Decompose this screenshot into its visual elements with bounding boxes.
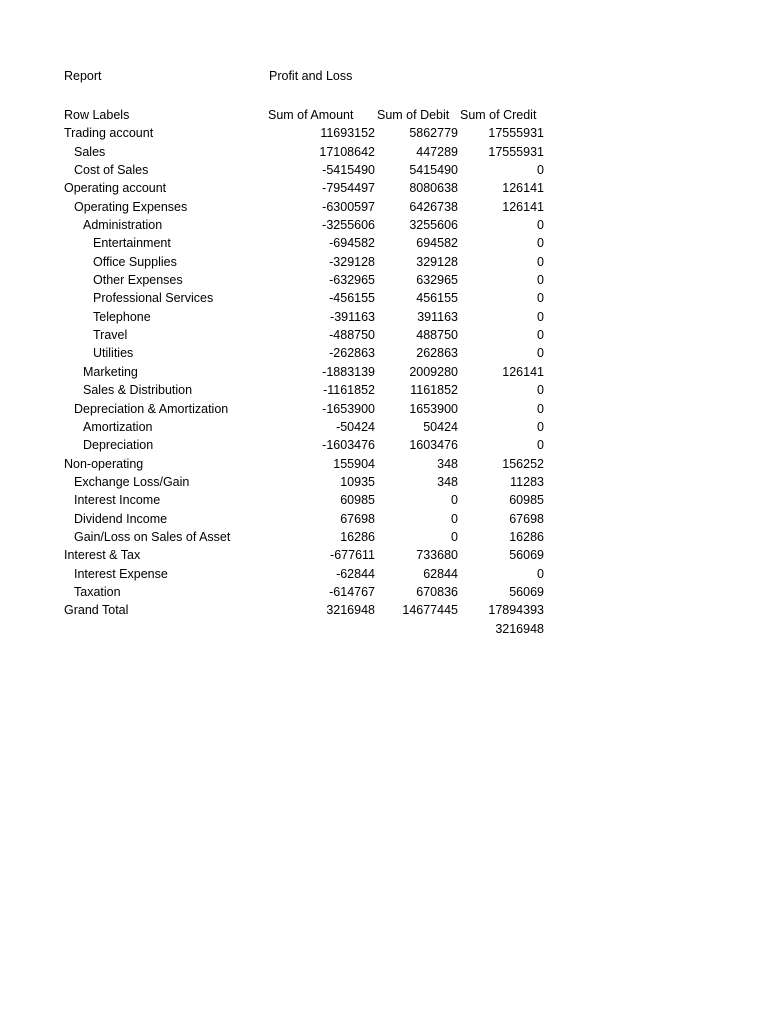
sum-of-debit-cell: 391163 <box>417 309 458 324</box>
pivot-row[interactable] <box>64 308 564 326</box>
sum-of-amount-cell: -262863 <box>329 346 375 361</box>
sum-of-credit-header: Sum of Credit <box>460 108 537 122</box>
sum-of-credit-cell: 0 <box>537 566 544 581</box>
row-label: Entertainment <box>93 236 171 251</box>
pivot-row[interactable] <box>64 418 564 436</box>
sum-of-amount-cell: -456155 <box>329 291 375 306</box>
pivot-row[interactable] <box>64 400 564 418</box>
pivot-row[interactable] <box>64 381 564 399</box>
sum-of-amount-cell: -694582 <box>329 236 375 251</box>
sum-of-amount-cell: -1653900 <box>322 401 375 416</box>
sum-of-credit-cell: 0 <box>537 328 544 343</box>
sum-of-amount-cell: 16286 <box>340 529 375 544</box>
sum-of-credit-cell: 17555931 <box>488 144 544 159</box>
row-label: Professional Services <box>93 291 214 306</box>
sum-of-debit-cell: 8080638 <box>409 181 458 196</box>
pivot-row[interactable] <box>64 363 564 381</box>
row-label: Operating Expenses <box>74 199 188 214</box>
sum-of-credit-cell: 3216948 <box>495 621 544 636</box>
sum-of-credit-cell: 126141 <box>502 199 544 214</box>
row-label: Exchange Loss/Gain <box>74 474 190 489</box>
pivot-row[interactable] <box>64 216 564 234</box>
sum-of-debit-cell: 3255606 <box>409 218 458 233</box>
pivot-row[interactable] <box>64 473 564 491</box>
sum-of-credit-cell: 126141 <box>502 181 544 196</box>
sum-of-credit-cell: 0 <box>537 254 544 269</box>
row-label: Travel <box>93 328 128 343</box>
sum-of-debit-header: Sum of Debit <box>377 108 450 122</box>
pivot-row[interactable] <box>64 528 564 546</box>
row-label: Interest & Tax <box>64 548 141 563</box>
pivot-row[interactable] <box>64 546 564 564</box>
pivot-row[interactable] <box>64 161 564 179</box>
sum-of-debit-cell: 0 <box>451 529 458 544</box>
sum-of-amount-cell: -1161852 <box>323 383 375 398</box>
pivot-row[interactable] <box>64 234 564 252</box>
row-label: Depreciation <box>83 438 154 453</box>
sum-of-credit-cell: 0 <box>537 438 544 453</box>
sum-of-debit-cell: 348 <box>437 474 458 489</box>
pivot-row[interactable] <box>64 143 564 161</box>
pivot-row[interactable] <box>64 124 564 142</box>
sum-of-amount-cell: -5415490 <box>322 163 375 178</box>
row-label: Interest Expense <box>74 566 168 581</box>
sum-of-credit-cell: 60985 <box>509 493 544 508</box>
sum-of-debit-cell: 50424 <box>423 419 458 434</box>
pivot-row[interactable] <box>64 271 564 289</box>
sum-of-amount-cell: -7954497 <box>322 181 375 196</box>
report-value[interactable]: Profit and Loss <box>269 69 353 83</box>
sum-of-credit-cell: 0 <box>537 419 544 434</box>
row-label: Non-operating <box>64 456 144 471</box>
pivot-row[interactable] <box>64 179 564 197</box>
row-label: Sales <box>74 144 106 159</box>
sum-of-debit-cell: 670836 <box>416 584 458 599</box>
sum-of-credit-cell: 0 <box>537 163 544 178</box>
pivot-row[interactable] <box>64 491 564 509</box>
sum-of-credit-cell: 0 <box>537 218 544 233</box>
row-labels-header[interactable]: Row Labels <box>64 108 130 122</box>
sum-of-debit-cell: 488750 <box>416 328 458 343</box>
sum-of-amount-cell: -6300597 <box>322 199 375 214</box>
sum-of-amount-cell: 60985 <box>340 493 375 508</box>
sum-of-debit-cell: 632965 <box>416 273 458 288</box>
sum-of-credit-cell: 0 <box>537 236 544 251</box>
row-label: Taxation <box>74 584 121 599</box>
sum-of-amount-cell: 11693152 <box>320 126 375 141</box>
pivot-header-row <box>64 106 564 124</box>
sum-of-debit-cell: 0 <box>451 511 458 526</box>
sum-of-debit-cell: 348 <box>437 456 458 471</box>
row-label: Marketing <box>83 364 138 379</box>
pivot-row[interactable] <box>64 344 564 362</box>
sum-of-credit-cell: 0 <box>537 383 544 398</box>
sum-of-debit-cell: 694582 <box>416 236 458 251</box>
pivot-row[interactable] <box>64 620 564 638</box>
row-label: Dividend Income <box>74 511 168 526</box>
sum-of-amount-cell: -677611 <box>330 548 375 563</box>
sum-of-amount-cell: -1603476 <box>322 438 375 453</box>
row-label: Cost of Sales <box>74 163 149 178</box>
sum-of-debit-cell: 14677445 <box>402 603 458 618</box>
sum-of-credit-cell: 16286 <box>509 529 544 544</box>
sum-of-debit-cell: 1653900 <box>409 401 458 416</box>
sum-of-credit-cell: 0 <box>537 309 544 324</box>
sum-of-credit-cell: 67698 <box>509 511 544 526</box>
pivot-row[interactable] <box>64 510 564 528</box>
row-label: Amortization <box>83 419 153 434</box>
sum-of-amount-cell: -488750 <box>329 328 375 343</box>
sum-of-credit-cell: 0 <box>537 346 544 361</box>
sum-of-amount-cell: -3255606 <box>322 218 375 233</box>
grand-total-row[interactable] <box>64 601 564 619</box>
row-label: Grand Total <box>64 603 129 618</box>
sum-of-debit-cell: 262863 <box>416 346 458 361</box>
sum-of-credit-cell: 56069 <box>509 584 544 599</box>
report-label: Report <box>64 69 102 83</box>
row-label: Sales & Distribution <box>83 383 193 398</box>
sum-of-debit-cell: 5415490 <box>409 163 458 178</box>
sum-of-credit-cell: 56069 <box>509 548 544 563</box>
sum-of-debit-cell: 329128 <box>416 254 458 269</box>
pivot-row[interactable] <box>64 455 564 473</box>
row-label: Operating account <box>64 181 167 196</box>
sum-of-debit-cell: 447289 <box>416 144 458 159</box>
row-label: Office Supplies <box>93 254 177 269</box>
sum-of-amount-cell: -1883139 <box>322 364 375 379</box>
sum-of-debit-cell: 733680 <box>416 548 458 563</box>
sum-of-debit-cell: 2009280 <box>409 364 458 379</box>
sum-of-credit-cell: 17555931 <box>488 126 544 141</box>
sum-of-debit-cell: 0 <box>451 493 458 508</box>
row-label: Trading account <box>64 126 154 141</box>
sum-of-debit-cell: 456155 <box>416 291 458 306</box>
sum-of-debit-cell: 1603476 <box>409 438 458 453</box>
sum-of-amount-cell: -391163 <box>330 309 375 324</box>
sum-of-debit-cell: 62844 <box>423 566 458 581</box>
pivot-row[interactable] <box>64 583 564 601</box>
sum-of-amount-cell: -50424 <box>336 419 375 434</box>
sum-of-credit-cell: 17894393 <box>488 603 544 618</box>
row-label: Other Expenses <box>93 273 183 288</box>
sum-of-amount-cell: 155904 <box>333 456 375 471</box>
sum-of-amount-cell: -62844 <box>336 566 375 581</box>
pivot-row[interactable] <box>64 565 564 583</box>
pivot-row[interactable] <box>64 326 564 344</box>
sum-of-debit-cell: 6426738 <box>409 199 458 214</box>
sum-of-amount-cell: 3216948 <box>326 603 375 618</box>
sum-of-amount-header: Sum of Amount <box>268 108 354 122</box>
sum-of-credit-cell: 126141 <box>502 364 544 379</box>
report-filter-line <box>64 69 564 87</box>
pivot-row[interactable] <box>64 436 564 454</box>
sum-of-debit-cell: 1161852 <box>410 383 458 398</box>
sum-of-amount-cell: 10935 <box>340 474 375 489</box>
pivot-row[interactable] <box>64 198 564 216</box>
pivot-table <box>64 106 564 638</box>
sum-of-credit-cell: 0 <box>537 273 544 288</box>
sum-of-debit-cell: 5862779 <box>409 126 458 141</box>
sum-of-amount-cell: -614767 <box>329 584 375 599</box>
pivot-row[interactable] <box>64 289 564 307</box>
row-label: Depreciation & Amortization <box>74 401 229 416</box>
row-label: Utilities <box>93 346 134 361</box>
row-label: Interest Income <box>74 493 161 508</box>
row-label: Administration <box>83 218 163 233</box>
sum-of-credit-cell: 11283 <box>510 474 544 489</box>
sum-of-amount-cell: 67698 <box>340 511 375 526</box>
sum-of-credit-cell: 0 <box>537 291 544 306</box>
sum-of-amount-cell: 17108642 <box>319 144 375 159</box>
sum-of-amount-cell: -329128 <box>329 254 375 269</box>
row-label: Gain/Loss on Sales of Asset <box>74 529 231 544</box>
sum-of-amount-cell: -632965 <box>329 273 375 288</box>
sum-of-credit-cell: 156252 <box>502 456 544 471</box>
pivot-row[interactable] <box>64 253 564 271</box>
row-label: Telephone <box>93 309 151 324</box>
sum-of-credit-cell: 0 <box>537 401 544 416</box>
